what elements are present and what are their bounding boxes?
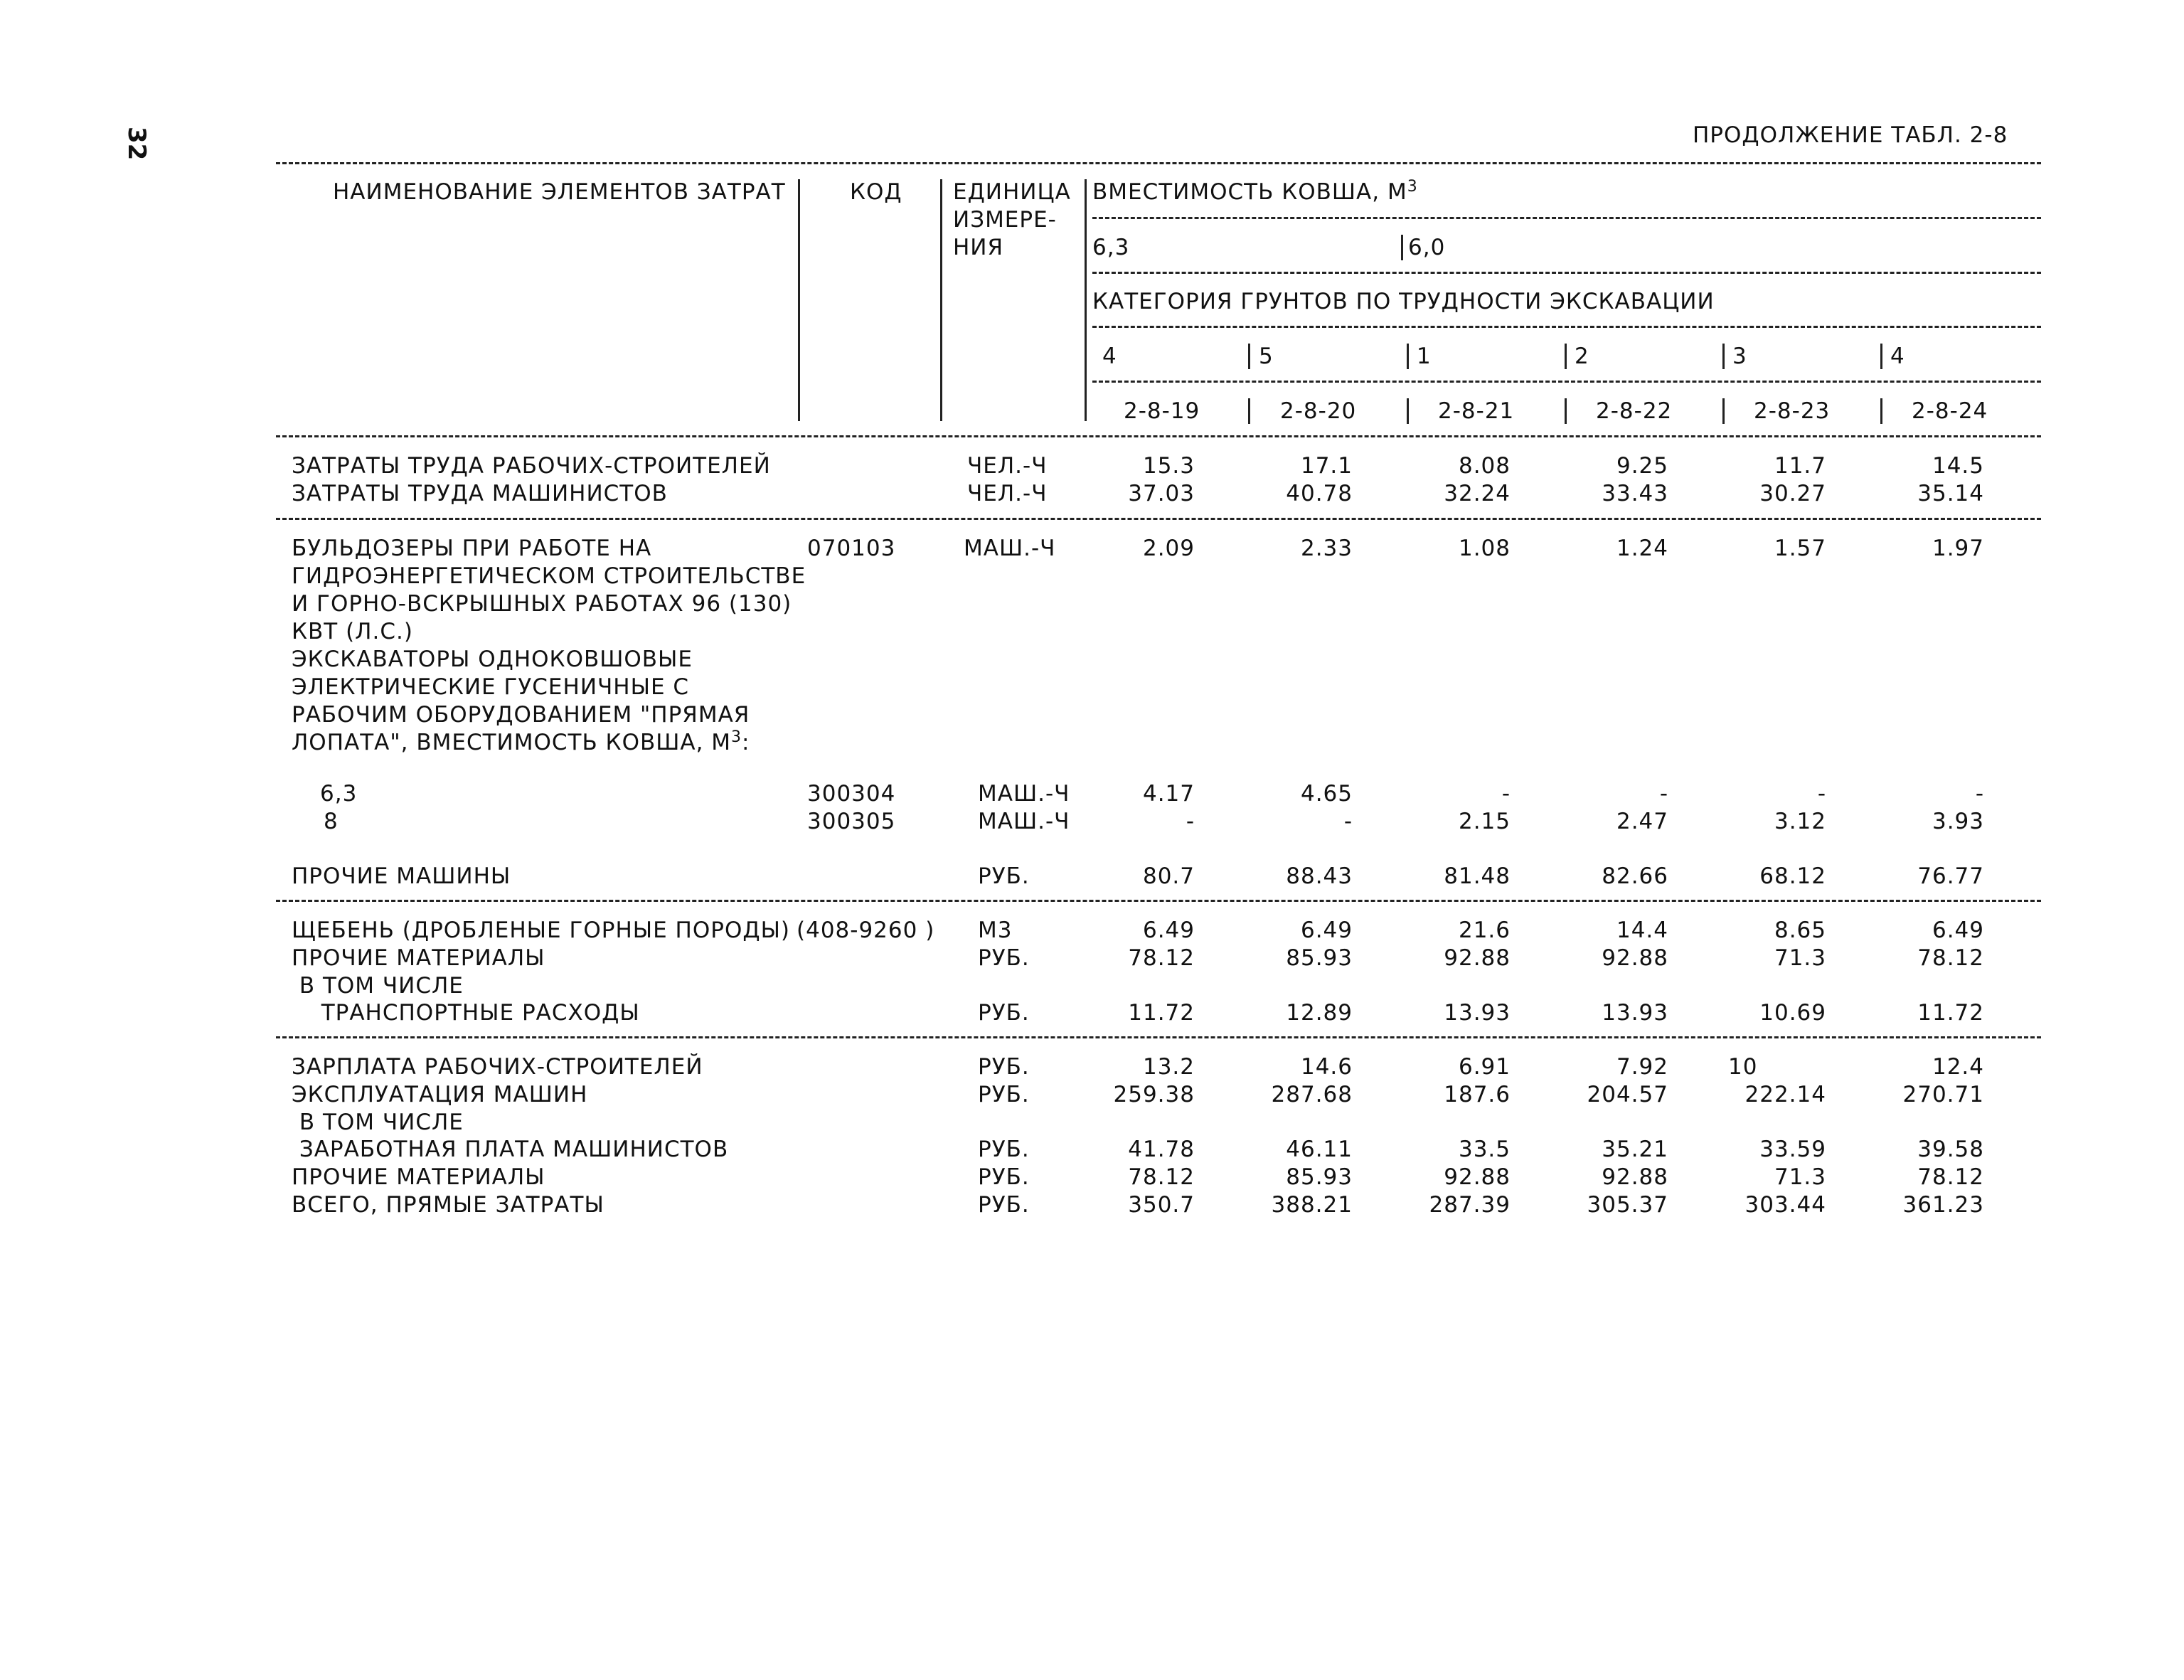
row-unit: РУБ. bbox=[978, 1137, 1030, 1162]
row-value: 287.39 bbox=[1429, 1192, 1511, 1218]
row-value: 4.65 bbox=[1300, 781, 1353, 807]
norm-code-divider bbox=[1407, 398, 1409, 424]
row-name: ГИДРОЭНЕРГЕТИЧЕСКОМ СТРОИТЕЛЬСТВЕ bbox=[292, 563, 806, 589]
capacity-divider bbox=[1401, 235, 1403, 260]
row-name: ПРОЧИЕ МАТЕРИАЛЫ bbox=[292, 1164, 545, 1190]
row-value: 259.38 bbox=[1113, 1082, 1195, 1107]
section-rule bbox=[276, 1036, 2041, 1038]
excavator-desc: ЛОПАТА", ВМЕСТИМОСТЬ КОВША, $М^3$: bbox=[292, 728, 750, 755]
row-value: 15.3 bbox=[1142, 453, 1195, 479]
row-value: 14.5 bbox=[1932, 453, 1984, 479]
norm-code: 2-8-20 bbox=[1280, 398, 1357, 424]
row-value: 8.08 bbox=[1458, 453, 1511, 479]
category-cell: 2 bbox=[1575, 344, 1589, 369]
row-value: 46.11 bbox=[1286, 1137, 1353, 1162]
category-cell: 1 bbox=[1417, 344, 1432, 369]
row-unit: МАШ.-Ч bbox=[978, 781, 1070, 807]
row-value: - bbox=[1343, 809, 1353, 834]
capacity-value-2: 6,0 bbox=[1408, 235, 1446, 260]
header-rule-2 bbox=[1092, 272, 2041, 274]
norm-code: 2-8-21 bbox=[1438, 398, 1515, 424]
row-value: 78.12 bbox=[1917, 1164, 1984, 1190]
row-name: ПРОЧИЕ МАТЕРИАЛЫ bbox=[292, 945, 545, 971]
header-divider-unit-values bbox=[1085, 179, 1087, 421]
category-divider bbox=[1880, 344, 1882, 369]
row-value: 92.88 bbox=[1444, 1164, 1511, 1190]
row-value: - bbox=[1817, 781, 1826, 807]
category-divider bbox=[1407, 344, 1409, 369]
row-value: - bbox=[1975, 781, 1984, 807]
row-value: 6.49 bbox=[1932, 918, 1984, 943]
row-value: 1.97 bbox=[1932, 536, 1984, 561]
row-value: 78.12 bbox=[1128, 1164, 1195, 1190]
norm-code-divider bbox=[1880, 398, 1882, 424]
row-value: 85.93 bbox=[1286, 1164, 1353, 1190]
row-value: 10.69 bbox=[1759, 1000, 1826, 1026]
category-divider bbox=[1722, 344, 1725, 369]
row-value: 1.24 bbox=[1616, 536, 1668, 561]
row-value: 76.77 bbox=[1917, 863, 1984, 889]
row-value: 14.4 bbox=[1616, 918, 1668, 943]
row-value: 85.93 bbox=[1286, 945, 1353, 971]
category-divider bbox=[1248, 344, 1250, 369]
row-name: ПРОЧИЕ МАШИНЫ bbox=[292, 863, 511, 889]
row-value: 13.2 bbox=[1142, 1054, 1195, 1080]
row-value: 187.6 bbox=[1444, 1082, 1511, 1107]
row-value: - bbox=[1659, 781, 1668, 807]
header-unit-line1: ЕДИНИЦА bbox=[953, 179, 1071, 205]
row-value: 1.08 bbox=[1458, 536, 1511, 561]
row-value: 2.15 bbox=[1458, 809, 1511, 834]
capacity-label: ВМЕСТИМОСТЬ КОВША, $М^3$ bbox=[1092, 178, 1418, 205]
norm-code: 2-8-24 bbox=[1912, 398, 1988, 424]
row-value: 12.4 bbox=[1932, 1054, 1984, 1080]
row-value: 21.6 bbox=[1458, 918, 1511, 943]
section-rule bbox=[276, 518, 2041, 520]
row-value: 7.92 bbox=[1616, 1054, 1668, 1080]
row-value: 11.72 bbox=[1917, 1000, 1984, 1026]
row-value: 82.66 bbox=[1602, 863, 1668, 889]
row-name: В ТОМ ЧИСЛЕ bbox=[292, 973, 464, 999]
row-name: 8 bbox=[324, 809, 339, 834]
row-name: ЗАРАБОТНАЯ ПЛАТА МАШИНИСТОВ bbox=[292, 1137, 729, 1162]
table-top-rule bbox=[276, 162, 2041, 164]
row-value: 6.91 bbox=[1458, 1054, 1511, 1080]
row-name: ЗАТРАТЫ ТРУДА РАБОЧИХ-СТРОИТЕЛЕЙ bbox=[292, 453, 771, 479]
row-value: 68.12 bbox=[1759, 863, 1826, 889]
excavator-desc: ЭКСКАВАТОРЫ ОДНОКОВШОВЫЕ bbox=[292, 647, 693, 672]
header-divider-code-unit bbox=[940, 179, 942, 421]
header-rule-3 bbox=[1092, 326, 2041, 328]
row-unit: ЧЕЛ.-Ч bbox=[967, 481, 1048, 506]
row-name: ЩЕБЕНЬ (ДРОБЛЕНЫЕ ГОРНЫЕ ПОРОДЫ) bbox=[292, 918, 791, 943]
row-value: 32.24 bbox=[1444, 481, 1511, 506]
row-value: 2.47 bbox=[1616, 809, 1668, 834]
row-value: 14.6 bbox=[1300, 1054, 1353, 1080]
row-value: 10 bbox=[1728, 1054, 1758, 1080]
row-unit: РУБ. bbox=[978, 1054, 1030, 1080]
continuation-title: ПРОДОЛЖЕНИЕ ТАБЛ. 2-8 bbox=[1693, 122, 2008, 148]
norm-code: 2-8-19 bbox=[1124, 398, 1200, 424]
category-cell: 5 bbox=[1259, 344, 1274, 369]
row-value: 17.1 bbox=[1300, 453, 1353, 479]
row-value: 92.88 bbox=[1444, 945, 1511, 971]
row-unit: РУБ. bbox=[978, 1192, 1030, 1218]
header-code-col: КОД bbox=[850, 179, 902, 205]
category-divider bbox=[1565, 344, 1567, 369]
row-value: 305.37 bbox=[1587, 1192, 1668, 1218]
header-divider-name-code bbox=[798, 179, 800, 421]
row-name: ЗАРПЛАТА РАБОЧИХ-СТРОИТЕЛЕЙ bbox=[292, 1054, 703, 1080]
norm-code-divider bbox=[1722, 398, 1725, 424]
row-name: ЗАТРАТЫ ТРУДА МАШИНИСТОВ bbox=[292, 481, 668, 506]
category-cell: 3 bbox=[1732, 344, 1747, 369]
row-unit: МАШ.-Ч bbox=[964, 536, 1056, 561]
row-name: ТРАНСПОРТНЫЕ РАСХОДЫ bbox=[306, 1000, 640, 1026]
row-value: 33.59 bbox=[1759, 1137, 1826, 1162]
row-value: 11.7 bbox=[1774, 453, 1826, 479]
row-value: 12.89 bbox=[1286, 1000, 1353, 1026]
row-code: 070103 bbox=[807, 536, 896, 561]
row-value: 80.7 bbox=[1142, 863, 1195, 889]
row-value: 6.49 bbox=[1300, 918, 1353, 943]
norm-code: 2-8-22 bbox=[1596, 398, 1673, 424]
row-name: ЭКСПЛУАТАЦИЯ МАШИН bbox=[292, 1082, 588, 1107]
row-value: 71.3 bbox=[1774, 1164, 1826, 1190]
norm-code: 2-8-23 bbox=[1754, 398, 1831, 424]
row-unit: РУБ. bbox=[978, 1000, 1030, 1026]
page-number: 32 bbox=[122, 127, 151, 161]
row-name: БУЛЬДОЗЕРЫ ПРИ РАБОТЕ НА bbox=[292, 536, 652, 561]
row-value: 71.3 bbox=[1774, 945, 1826, 971]
header-rule-4 bbox=[1092, 381, 2041, 383]
row-unit: МАШ.-Ч bbox=[978, 809, 1070, 834]
excavator-desc: РАБОЧИМ ОБОРУДОВАНИЕМ "ПРЯМАЯ bbox=[292, 702, 750, 728]
row-value: 9.25 bbox=[1616, 453, 1668, 479]
row-value: 92.88 bbox=[1602, 1164, 1668, 1190]
row-value: 2.09 bbox=[1142, 536, 1195, 561]
row-value: 13.93 bbox=[1602, 1000, 1668, 1026]
row-value: 204.57 bbox=[1587, 1082, 1668, 1107]
row-value: 388.21 bbox=[1271, 1192, 1353, 1218]
row-value: 78.12 bbox=[1917, 945, 1984, 971]
row-unit: РУБ. bbox=[978, 863, 1030, 889]
row-value: 3.12 bbox=[1774, 809, 1826, 834]
header-unit-line3: НИЯ bbox=[953, 235, 1004, 260]
row-value: 287.68 bbox=[1271, 1082, 1353, 1107]
row-value: 33.5 bbox=[1458, 1137, 1511, 1162]
row-value: 4.17 bbox=[1142, 781, 1195, 807]
section-rule bbox=[276, 900, 2041, 902]
header-name-col: НАИМЕНОВАНИЕ ЭЛЕМЕНТОВ ЗАТРАТ bbox=[333, 179, 786, 205]
row-value: 13.93 bbox=[1444, 1000, 1511, 1026]
row-value: 92.88 bbox=[1602, 945, 1668, 971]
row-value: 222.14 bbox=[1744, 1082, 1826, 1107]
row-value: 35.14 bbox=[1917, 481, 1984, 506]
row-name: В ТОМ ЧИСЛЕ bbox=[292, 1110, 464, 1135]
row-value: 88.43 bbox=[1286, 863, 1353, 889]
row-value: 40.78 bbox=[1286, 481, 1353, 506]
row-value: 81.48 bbox=[1444, 863, 1511, 889]
row-value: 33.43 bbox=[1602, 481, 1668, 506]
row-value: 1.57 bbox=[1774, 536, 1826, 561]
header-bottom-rule bbox=[276, 435, 2041, 437]
row-value: 41.78 bbox=[1128, 1137, 1195, 1162]
row-value: - bbox=[1501, 781, 1511, 807]
row-code: 300304 bbox=[807, 781, 896, 807]
header-unit-line2: ИЗМЕРЕ- bbox=[953, 207, 1057, 233]
row-value: 30.27 bbox=[1759, 481, 1826, 506]
row-value: 270.71 bbox=[1902, 1082, 1984, 1107]
category-label: КАТЕГОРИЯ ГРУНТОВ ПО ТРУДНОСТИ ЭКСКАВАЦИИ bbox=[1092, 289, 1715, 314]
norm-code-divider bbox=[1248, 398, 1250, 424]
row-value: 6.49 bbox=[1142, 918, 1195, 943]
row-value: 2.33 bbox=[1300, 536, 1353, 561]
row-value: 361.23 bbox=[1902, 1192, 1984, 1218]
row-unit: М3 bbox=[978, 918, 1013, 943]
row-name: 6,3 bbox=[320, 781, 358, 807]
row-value: 39.58 bbox=[1917, 1137, 1984, 1162]
row-value: 8.65 bbox=[1774, 918, 1826, 943]
norm-code-divider bbox=[1565, 398, 1567, 424]
category-cell: 4 bbox=[1890, 344, 1905, 369]
row-code: 300305 bbox=[807, 809, 896, 834]
row-value: 78.12 bbox=[1128, 945, 1195, 971]
row-unit: ЧЕЛ.-Ч bbox=[967, 453, 1048, 479]
row-unit: РУБ. bbox=[978, 945, 1030, 971]
category-cell: 4 bbox=[1102, 344, 1117, 369]
row-value: - bbox=[1186, 809, 1195, 834]
row-value: 37.03 bbox=[1128, 481, 1195, 506]
row-value: 3.93 bbox=[1932, 809, 1984, 834]
excavator-desc: ЭЛЕКТРИЧЕСКИЕ ГУСЕНИЧНЫЕ С bbox=[292, 674, 690, 700]
row-name: И ГОРНО-ВСКРЫШНЫХ РАБОТАХ 96 (130) bbox=[292, 591, 792, 617]
row-value: 35.21 bbox=[1602, 1137, 1668, 1162]
row-name: ВСЕГО, ПРЯМЫЕ ЗАТРАТЫ bbox=[292, 1192, 604, 1218]
row-name: КВТ (Л.С.) bbox=[292, 619, 413, 644]
header-rule-1 bbox=[1092, 217, 2041, 219]
row-unit: РУБ. bbox=[978, 1082, 1030, 1107]
row-unit: РУБ. bbox=[978, 1164, 1030, 1190]
capacity-value-1: 6,3 bbox=[1092, 235, 1130, 260]
row-value: 350.7 bbox=[1128, 1192, 1195, 1218]
row-value: 303.44 bbox=[1744, 1192, 1826, 1218]
row-value: 11.72 bbox=[1128, 1000, 1195, 1026]
row-code: (408-9260 ) bbox=[797, 918, 935, 943]
